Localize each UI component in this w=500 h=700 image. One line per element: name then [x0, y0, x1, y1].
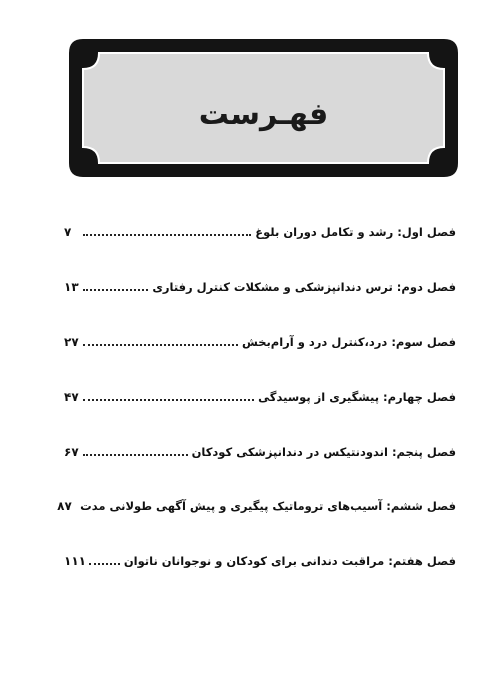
toc-entry[interactable] [64, 547, 456, 569]
dot-leader [83, 289, 148, 291]
dot-leader [83, 234, 251, 236]
toc-entry-title: فصل سوم: درد،کنترل درد و آرام‌بخش [241, 335, 456, 349]
toc-entry-title: فصل دوم: ترس دندانپزشکی و مشکلات کنترل رفتاری [152, 280, 456, 294]
toc-entry-page: ۱۱۱ [64, 554, 86, 568]
toc-entry-title: فصل هفتم: مراقبت دندانی برای کودکان و نوجوانان ناتوان [123, 554, 456, 568]
toc-entry-page: ۶۷ [64, 445, 79, 459]
toc-entry-page: ۲۷ [64, 335, 79, 349]
toc-entry[interactable] [64, 218, 456, 240]
toc-entry[interactable] [64, 273, 456, 295]
toc-entry-title: فصل اول: رشد و تکامل دوران بلوغ [255, 225, 456, 239]
toc-entry[interactable] [64, 383, 456, 405]
toc-entry-page: ۸۷ [57, 499, 72, 513]
toc-entry-page: ۱۳ [64, 280, 79, 294]
dot-leader [89, 563, 120, 565]
toc-entry-title: فصل پنجم: اندودنتیکس در دندانپزشکی کودکان [191, 445, 456, 459]
dot-leader [83, 454, 188, 456]
dot-leader [83, 344, 238, 346]
toc-entry-page: ۷ [64, 225, 72, 239]
toc-entry[interactable] [64, 438, 456, 460]
toc-entry[interactable] [57, 492, 456, 514]
toc-header-banner [69, 39, 458, 177]
toc-entry[interactable] [64, 328, 456, 350]
toc-entry-title: فصل ششم: آسیب‌های تروماتیک پیگیری و پیش آگهی طولانی مدت [80, 499, 456, 513]
toc-entry-page: ۴۷ [64, 390, 79, 404]
toc-entry-title: فصل چهارم: پیشگیری از پوسیدگی [258, 390, 456, 404]
dot-leader [83, 399, 254, 401]
page-title: فهـرست [198, 96, 329, 132]
